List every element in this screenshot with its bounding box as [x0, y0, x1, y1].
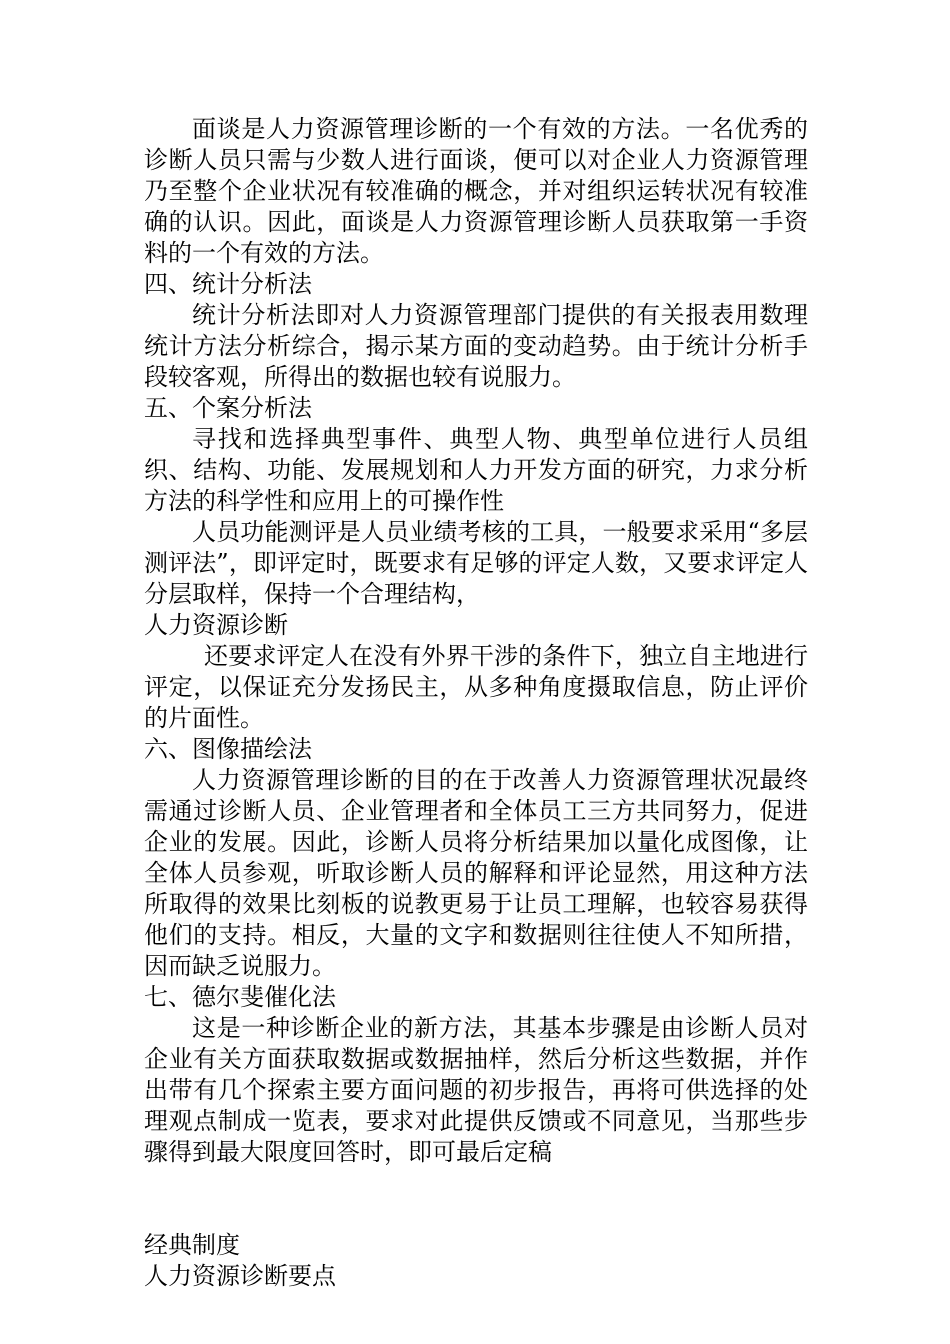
paragraph-delphi-method: 这是一种诊断企业的新方法，其基本步骤是由诊断人员对企业有关方面获取数据或数据抽样，然后分析这些数据，并作出带有几个探索主要方面问题的初步报告，再将可供选择的处理观点制成一览表，要求对此提供反馈或不同意见，当那些步骤得到最大限度回答时，即可最后定稿	[144, 1014, 808, 1166]
heading-delphi-method: 七、德尔斐催化法	[144, 983, 336, 1011]
document-page	[144, 114, 808, 1292]
heading-hr-diagnosis: 人力资源诊断	[144, 611, 288, 639]
paragraph-case-analysis: 寻找和选择典型事件、典型人物、典型单位进行人员组织、结构、功能、发展规划和人力开发方面的研究，力求分析方法的科学性和应用上的可操作性	[144, 425, 808, 515]
paragraph-statistical-analysis: 统计分析法即对人力资源管理部门提供的有关报表用数理统计方法分析综合，揭示某方面的变动趋势。由于统计分析手段较客观，所得出的数据也较有说服力。	[144, 301, 808, 391]
paragraph-function-evaluation: 人员功能测评是人员业绩考核的工具，一般要求采用“多层测评法”，即评定时，既要求有足够的评定人数，又要求评定人分层取样，保持一个合理结构，	[144, 518, 808, 608]
heading-case-analysis: 五、个案分析法	[144, 394, 312, 422]
paragraph-image-depiction: 人力资源管理诊断的目的在于改善人力资源管理状况最终需通过诊断人员、企业管理者和全体员工三方共同努力，促进企业的发展。因此，诊断人员将分析结果加以量化成图像，让全体人员参观，听取诊断人员的解释和评论显然，用这种方法所取得的效果比刻板的说教更易于让员工理解，也较容易获得他们的支持。相反，大量的文字和数据则往往使人不知所措，因而缺乏说服力。	[144, 766, 808, 980]
paragraph-interview-method: 面谈是人力资源管理诊断的一个有效的方法。一名优秀的诊断人员只需与少数人进行面谈，便可以对企业人力资源管理乃至整个企业状况有较准确的概念，并对组织运转状况有较准确的认识。因此，面谈是人力资源管理诊断人员获取第一手资料的一个有效的方法。	[144, 115, 808, 267]
footer-classic-system: 经典制度	[144, 1231, 240, 1259]
paragraph-independent-evaluation: 还要求评定人在没有外界干涉的条件下，独立自主地进行评定，以保证充分发扬民主，从多种角度摄取信息，防止评价的片面性。	[144, 642, 808, 732]
blank-space	[144, 1168, 808, 1230]
footer-hr-diagnosis-points: 人力资源诊断要点	[144, 1262, 336, 1290]
heading-statistical-analysis: 四、统计分析法	[144, 270, 312, 298]
heading-image-depiction: 六、图像描绘法	[144, 735, 312, 763]
